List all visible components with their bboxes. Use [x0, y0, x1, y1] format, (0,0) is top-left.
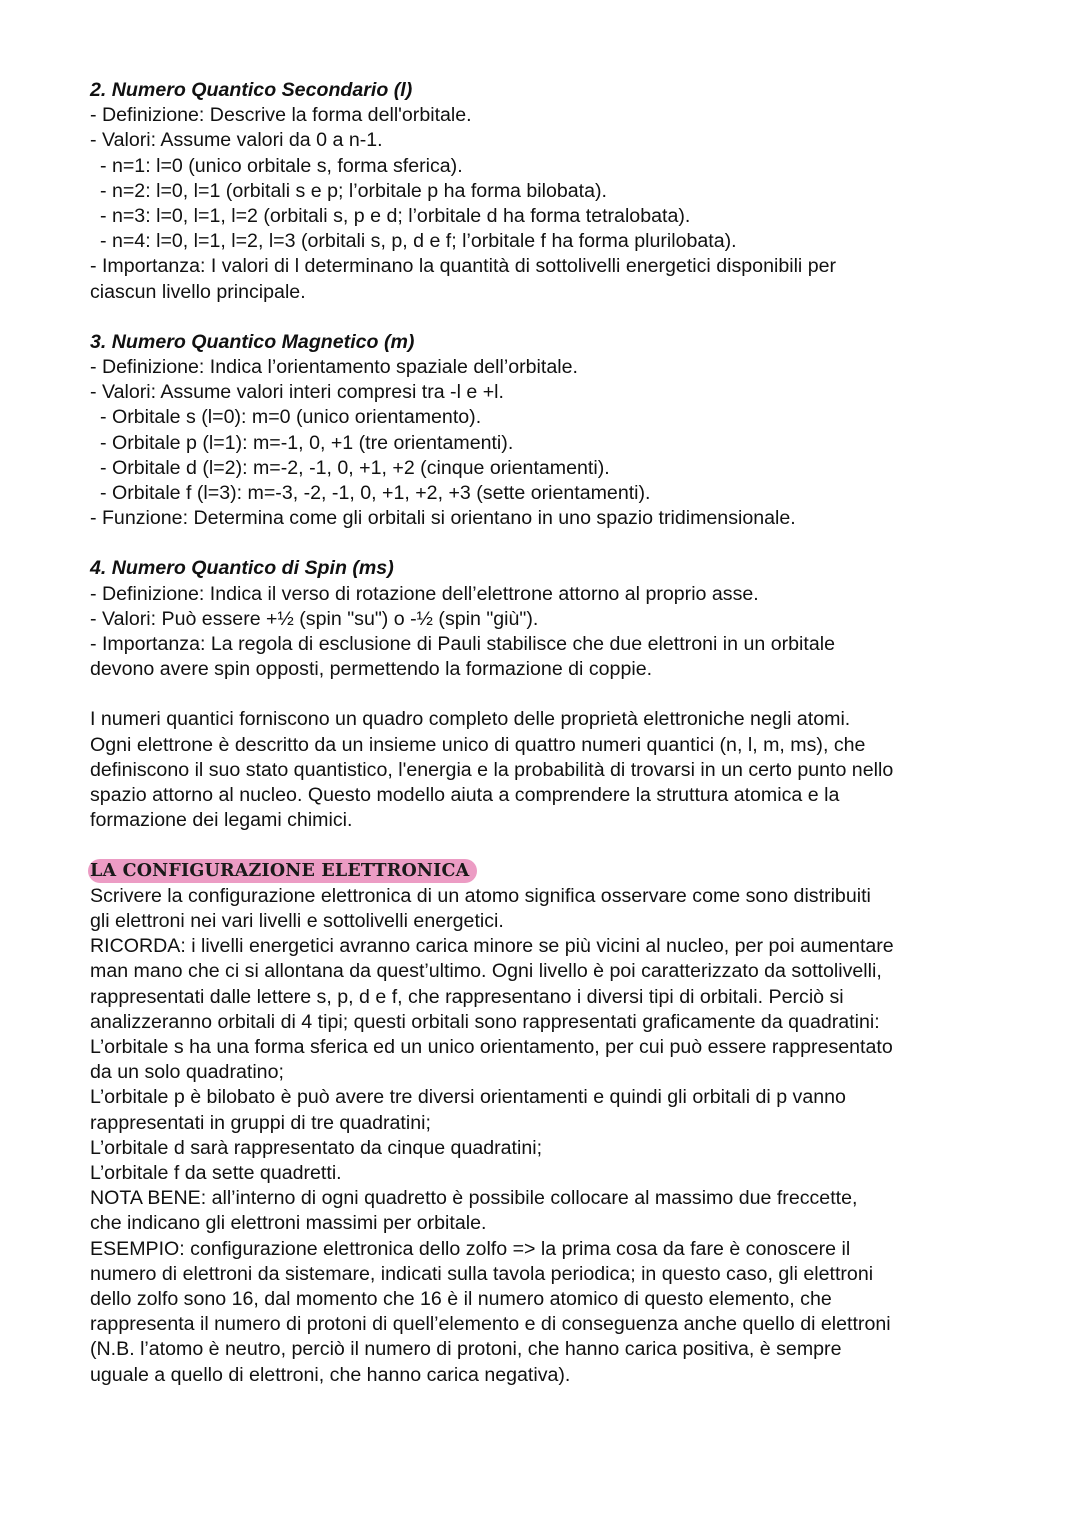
- summary-paragraph: [90, 707, 1010, 833]
- text-line: rappresenta il numero di protoni di quell’elemento e di conseguenza anche quello di elettroni: [90, 1313, 891, 1336]
- text-line: - Importanza: La regola di esclusione di Pauli stabilisce che due elettroni in un orbitale: [90, 633, 835, 656]
- text-line: I numeri quantici forniscono un quadro completo delle proprietà elettroniche negli atomi.: [90, 708, 851, 731]
- section-title: 4. Numero Quantico di Spin (ms): [90, 557, 394, 580]
- text-line: - n=4: l=0, l=1, l=2, l=3 (orbitali s, p, d e f; l’orbitale f ha forma plurilobata).: [100, 230, 737, 253]
- text-line: - n=1: l=0 (unico orbitale s, forma sferica).: [100, 154, 463, 177]
- text-line: L’orbitale f da sette quadretti.: [90, 1161, 342, 1184]
- text-line: - Orbitale s (l=0): m=0 (unico orientamento).: [100, 406, 482, 429]
- text-line: ciascun livello principale.: [90, 280, 306, 303]
- text-line: analizzeranno orbitali di 4 tipi; questi orbitali sono rappresentati graficamente da quadratini:: [90, 1010, 880, 1033]
- text-line: gli elettroni nei vari livelli e sottolivelli energetici.: [90, 909, 504, 932]
- text-line: L’orbitale d sarà rappresentato da cinque quadratini;: [90, 1136, 543, 1159]
- highlighted-heading: LA CONFIGURAZIONE ELETTRONICA: [88, 859, 477, 883]
- text-line: man mano che ci si allontana da quest’ultimo. Ogni livello è poi caratterizzato da sottolivelli,: [90, 960, 882, 983]
- text-line: - n=2: l=0, l=1 (orbitali s e p; l’orbitale p ha forma bilobata).: [100, 179, 607, 202]
- text-line: (N.B. l’atomo è neutro, perciò il numero di protoni, che hanno carica positiva, è sempre: [90, 1338, 842, 1361]
- text-line: Scrivere la configurazione elettronica di un atomo significa osservare come sono distribuiti: [90, 884, 871, 907]
- text-line: - Orbitale f (l=3): m=-3, -2, -1, 0, +1, +2, +3 (sette orientamenti).: [100, 482, 651, 505]
- text-line: NOTA BENE: all’interno di ogni quadretto è possibile collocare al massimo due freccette,: [90, 1187, 858, 1210]
- text-line: ESEMPIO: configurazione elettronica dello zolfo => la prima cosa da fare è conoscere il: [90, 1237, 851, 1260]
- text-line: - Definizione: Indica l’orientamento spaziale dell’orbitale.: [90, 356, 578, 379]
- text-line: Ogni elettrone è descritto da un insieme unico di quattro numeri quantici (n, l, m, ms), che: [90, 733, 866, 756]
- section-secondary-quantum-number: [90, 78, 1010, 305]
- section-spin-quantum-number: [90, 556, 1010, 682]
- text-line: dello zolfo sono 16, dal momento che 16 è il numero atomico di questo elemento, che: [90, 1287, 832, 1310]
- text-line: - Valori: Assume valori interi compresi tra -l e +l.: [90, 381, 504, 404]
- section-title: 3. Numero Quantico Magnetico (m): [90, 330, 415, 353]
- text-line: rappresentati dalle lettere s, p, d e f, che rappresentano i diversi tipi di orbitali. Perciò si: [90, 985, 844, 1008]
- spacer: [90, 531, 1010, 556]
- text-line: RICORDA: i livelli energetici avranno carica minore se più vicini al nucleo, per poi aumentare: [90, 935, 894, 958]
- text-line: da un solo quadratino;: [90, 1061, 284, 1084]
- text-line: - Definizione: Indica il verso di rotazione dell’elettrone attorno al proprio asse.: [90, 582, 759, 605]
- text-line: - n=3: l=0, l=1, l=2 (orbitali s, p e d; l’orbitale d ha forma tetralobata).: [100, 205, 691, 228]
- text-line: devono avere spin opposti, permettendo la formazione di coppie.: [90, 658, 653, 681]
- section-electron-configuration: [90, 858, 1010, 1387]
- text-line: - Orbitale d (l=2): m=-2, -1, 0, +1, +2 (cinque orientamenti).: [100, 456, 610, 479]
- text-line: - Valori: Assume valori da 0 a n-1.: [90, 129, 383, 152]
- spacer: [90, 305, 1010, 330]
- text-line: - Funzione: Determina come gli orbitali si orientano in uno spazio tridimensionale.: [90, 507, 796, 530]
- text-line: - Orbitale p (l=1): m=-1, 0, +1 (tre orientamenti).: [100, 431, 514, 454]
- document-page: [90, 78, 1010, 1388]
- text-line: formazione dei legami chimici.: [90, 809, 353, 832]
- text-line: - Definizione: Descrive la forma dell'orbitale.: [90, 104, 472, 127]
- spacer: [90, 833, 1010, 858]
- text-line: definiscono il suo stato quantistico, l'energia e la probabilità di trovarsi in un certo punto nello: [90, 758, 894, 781]
- text-line: rappresentati in gruppi di tre quadratini;: [90, 1111, 431, 1134]
- section-magnetic-quantum-number: [90, 330, 1010, 532]
- text-line: - Importanza: I valori di l determinano la quantità di sottolivelli energetici disponibili per: [90, 255, 837, 278]
- text-line: uguale a quello di elettroni, che hanno carica negativa).: [90, 1363, 571, 1386]
- text-line: L’orbitale s ha una forma sferica ed un unico orientamento, per cui può essere rappresentato: [90, 1035, 893, 1058]
- section-title: 2. Numero Quantico Secondario (l): [90, 79, 413, 101]
- text-line: numero di elettroni da sistemare, indicati sulla tavola periodica; in questo caso, gli elettroni: [90, 1262, 874, 1285]
- text-line: L’orbitale p è bilobato è può avere tre diversi orientamenti e quindi gli orbitali di p vanno: [90, 1086, 846, 1109]
- text-line: spazio attorno al nucleo. Questo modello aiuta a comprendere la struttura atomica e la: [90, 784, 840, 807]
- spacer: [90, 682, 1010, 707]
- text-line: - Valori: Può essere +½ (spin "su") o -½ (spin "giù").: [90, 607, 539, 630]
- text-line: che indicano gli elettroni massimi per orbitale.: [90, 1212, 487, 1235]
